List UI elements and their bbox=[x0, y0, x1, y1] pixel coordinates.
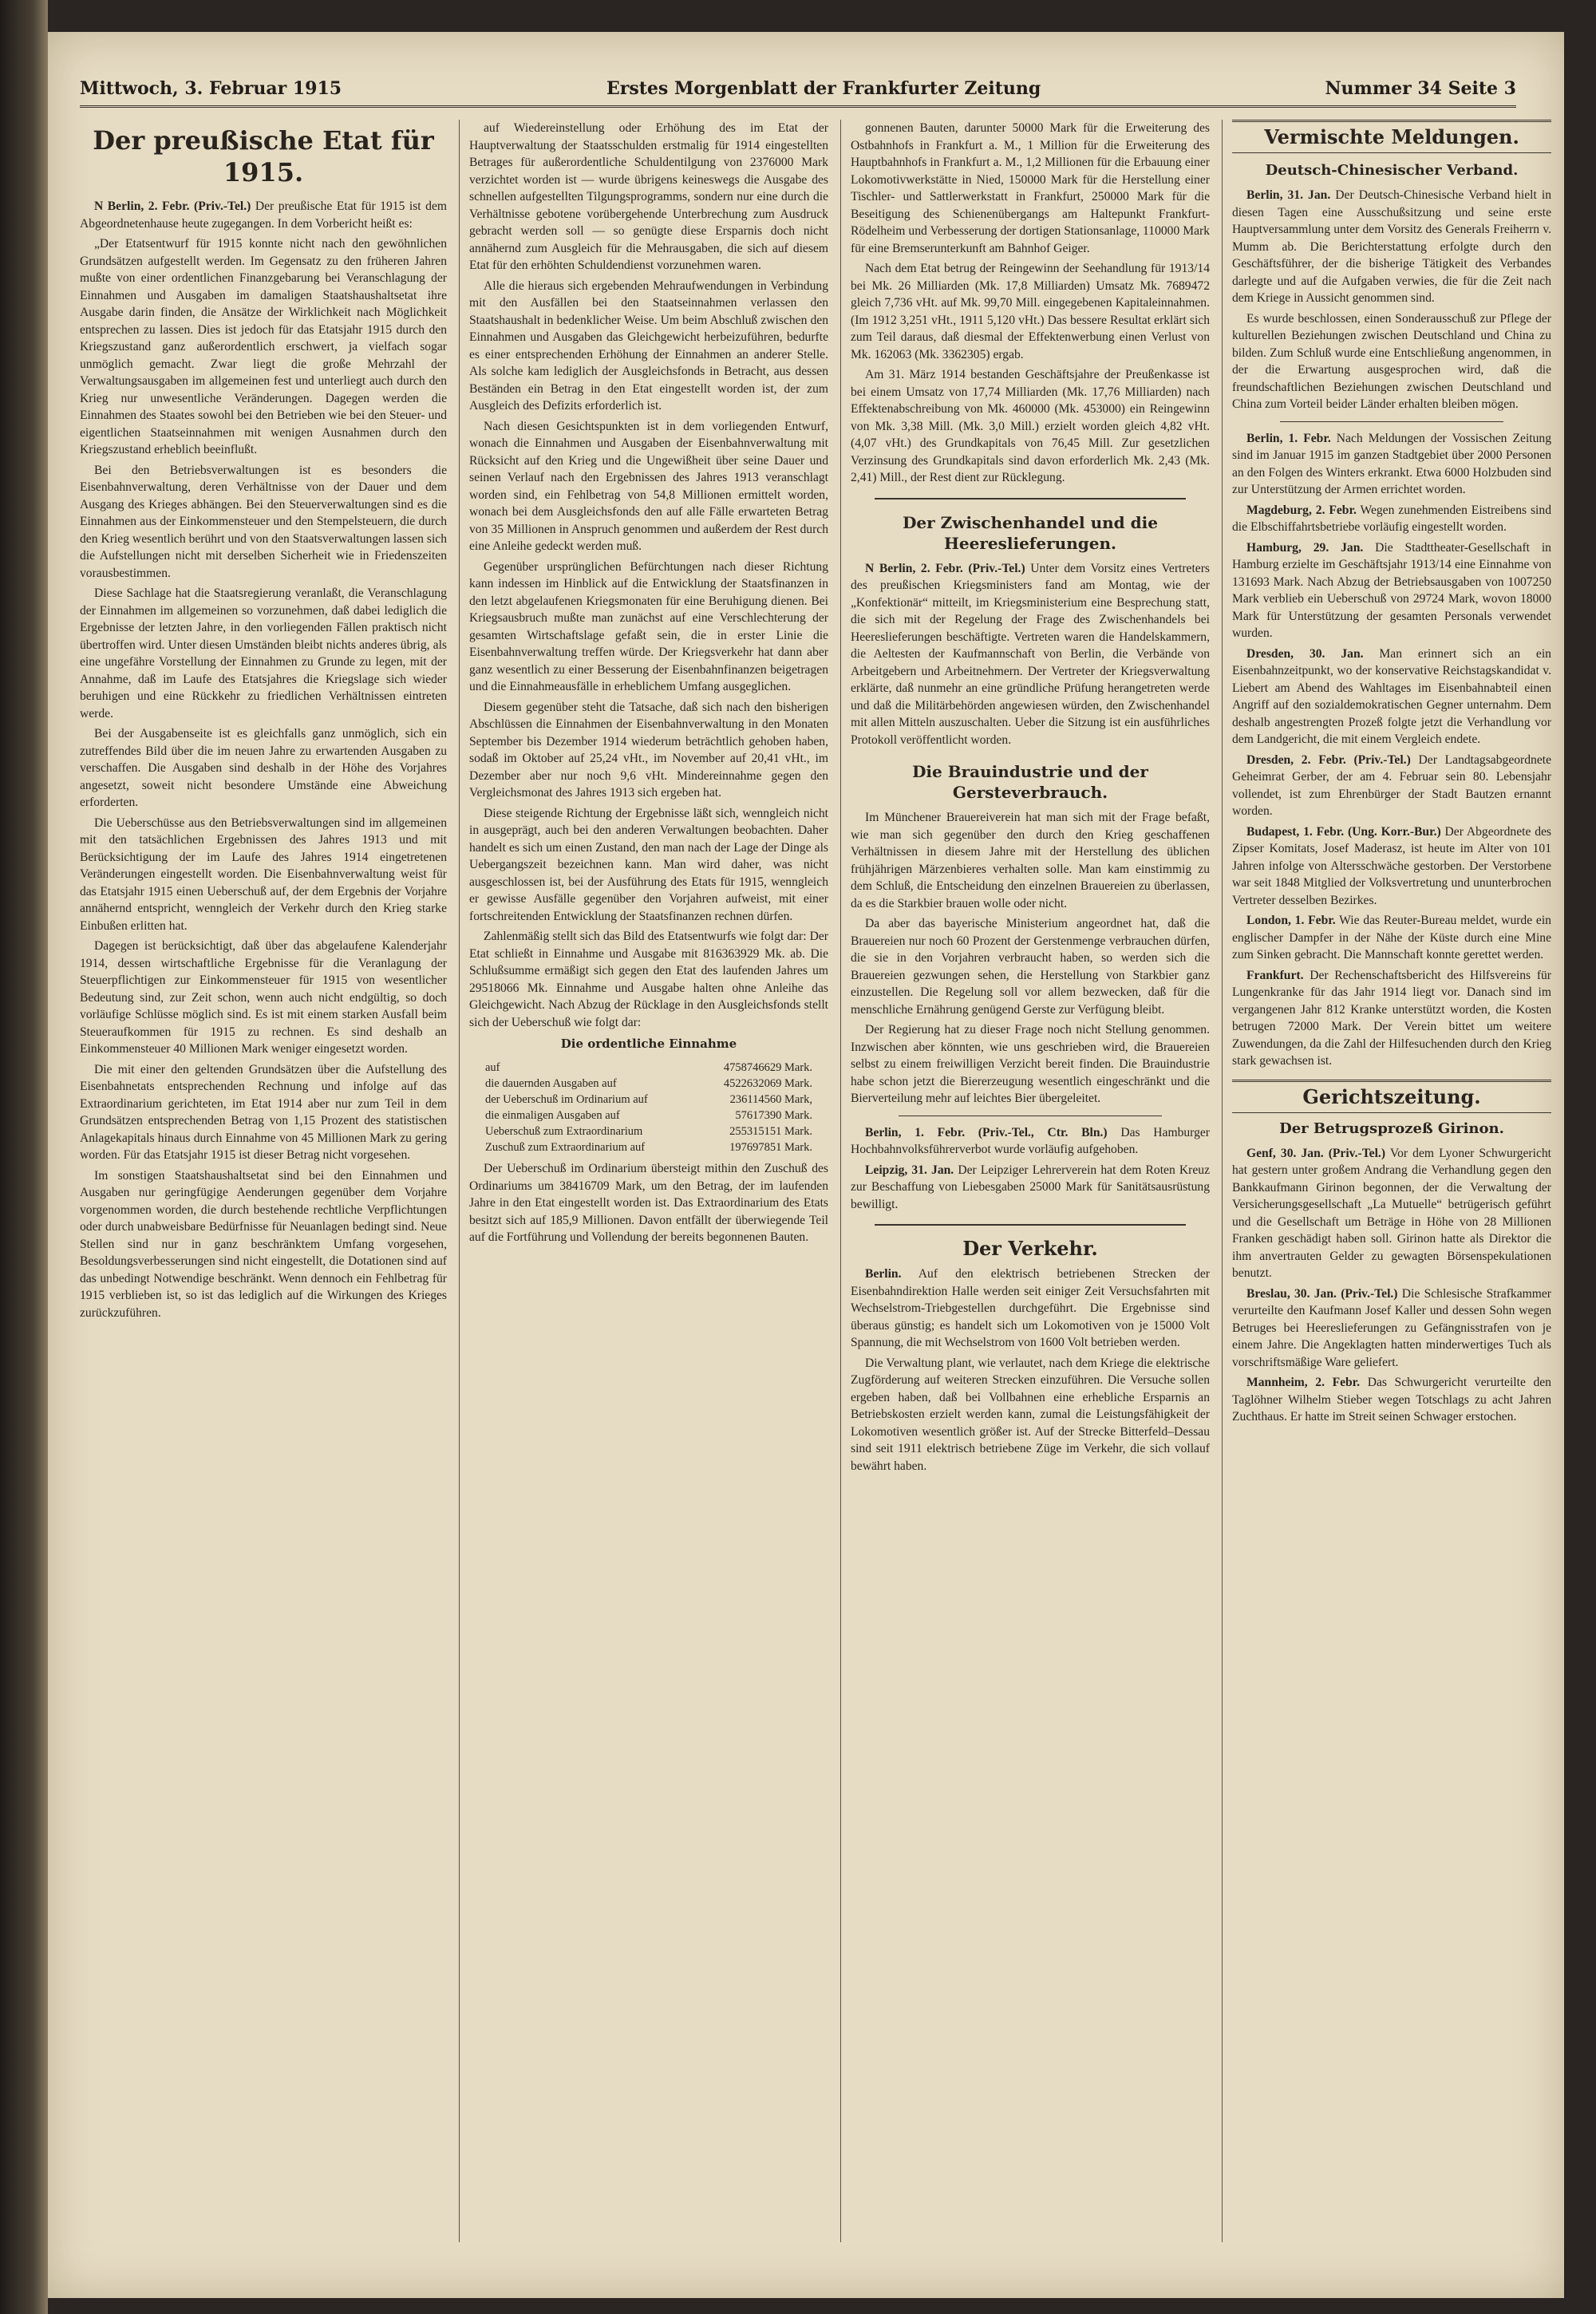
budget-table bbox=[485, 1060, 812, 1155]
section-header bbox=[1232, 120, 1551, 153]
paragraph: Diesem gegenüber steht die Tatsache, daß sich nach den bisherigen Abschlüssen die Einnahmen der Eisenbahnverwaltung in den Monaten September bis Dezember 1914 wiederum beträchtlich gehoben haben, sodaß im Oktober auf 25,24 vHt., im November auf 20,41 vHt., im Dezember aber nur noch 9,6 vHt. Mindereinnahme gegen den Vergleichsmonat des Jahres 1913 sich ergeben hat. bbox=[469, 700, 828, 800]
paragraph: Das Schwurgericht verurteilte den Taglöhner Wilhelm Stieber wegen Totschlags zu acht Jahren Zuchthaus. Er hatte im Streit seinen Schwager erstochen. bbox=[1232, 1376, 1551, 1424]
table-title: Die ordentliche Einnahme bbox=[560, 1037, 737, 1051]
article-intro: Der preußische Etat für 1915 ist dem Abgeordnetenhause heute zugegangen. In dem Vorbericht heißt es: bbox=[80, 199, 447, 231]
article-separator bbox=[875, 498, 1186, 500]
table-row: Zuschuß zum Extraordinarium auf 197697851 Mark. bbox=[485, 1141, 812, 1154]
paragraph: Diese steigende Richtung der Ergebnisse läßt sich, wenngleich nicht in ausgeprägt, auch bei den anderen Verwaltungen beobachten. Daher handelt es sich um einen Zustand, den man nach der Lage der Dinge als Uebergangszeit bezeichnen kann. Man wird daher, was nicht ausgeschlossen ist, bei der Ausführung des Etats für 1915, wenngleich er gewisse Ausfälle gegenüber den Vorjahren aufweist, mit einer fortschreitenden Entwicklung der Staatsfinanzen rechnen dürfen. bbox=[469, 806, 828, 923]
paragraph: Die Ueberschüsse aus den Betriebsverwaltungen sind im allgemeinen mit den tatsächlichen Ergebnissen des Jahres 1913 und mit Berücksichtigung der im Laufe des Jahres 1914 eingetretenen Veränderungen eingestellt worden. Die Eisenbahnverwaltung weist für das Etatsjahr 1915 einen Ueberschuß auf, der dem Ergebnis der Vorjahre annähernd entspricht, wenngleich der Verkehr durch den Krieg starke Einbußen erlitten hat. bbox=[80, 815, 447, 933]
paragraph: Es wurde beschlossen, einen Sonderausschuß zur Pflege der kulturellen Beziehungen zwischen Deutschland und China zu bilden. Zum Schluß wurde eine Entschließung angenommen, in der die Erwartung ausgesprochen wird, daß die freundschaftlichen Beziehungen zwischen Deutschland und China zum Vorteil beider Länder erhalten bleiben mögen. bbox=[1232, 311, 1551, 411]
column-3 bbox=[851, 120, 1210, 2242]
heading-gericht: Gerichtszeitung. bbox=[1302, 1084, 1481, 1108]
dateline: Berlin, 31. Jan. bbox=[1246, 188, 1331, 202]
dateline: N Berlin, 2. Febr. (Priv.-Tel.) bbox=[94, 199, 251, 213]
paragraph: Der Regierung hat zu dieser Frage noch nicht Stellung genommen. Inzwischen aber könnten, wie uns geschrieben wird, die Brauereien selbst zu einem freiwilligen Verzicht bereit finden. Die Brauindustrie habe schon jetzt die Biererzeugung wesentlich eingeschränkt und die Bierverteilung mehr auf leichtes Bier übergeleitet. bbox=[851, 1023, 1210, 1105]
dateline: N Berlin, 2. Febr. (Priv.-Tel.) bbox=[865, 561, 1025, 575]
dateline: Berlin. bbox=[865, 1267, 902, 1281]
paragraph: Die mit einer den geltenden Grundsätzen über die Aufstellung des Eisenbahnetats entsprechenden Rechnung und infolge auf das Extraordinarium gerichteten, im Etat 1914 aber nur zum Teil in dem Grundsätzen entsprechenden Betrag von 1,15 Prozent des statistischen Anlagekapitals hinaus durch Einnahme von 45 Millionen Mark zu gering worden. Für das Etatsjahr 1915 ist dieser Betrag nicht vorgesehen. bbox=[80, 1062, 447, 1162]
page-header bbox=[80, 73, 1516, 108]
paragraph: Diese Sachlage hat die Staatsregierung veranlaßt, die Veranschlagung der Einnahmen im allgemeinen so vorzunehmen, daß dabei lediglich die Ergebnisse der letzten Jahre, in den vorliegenden Fällen praktisch nicht übertroffen wird. Unter diesen Umständen bleibt nichts anderes übrig, als eine ungefähre Vorstellung der Einnahmen zu Grunde zu legen, mit der Annahme, daß im Laufe des Etatsjahres die Kriegslage sich wieder beruhigen und eine Rückkehr zu friedlichen Verhältnissen eintreten werde. bbox=[80, 586, 447, 721]
paragraph: Vor dem Lyoner Schwurgericht hat gestern unter großem Andrang die Verhandlung gegen den Bankkaufmann Girinon begonnen, der die Verwaltung der Versicherungsgesellschaft „La Mutuelle“ betrügerisch geführt und die Gesellschaft um Beträge in Höhe von 28 Millionen Franken geschädigt haben soll. Girinon hatte als Direktor die ihm anvertrauten Gelder zu gewagten Börsenspekulationen benutzt. bbox=[1232, 1146, 1551, 1280]
paragraph: Die Schlesische Strafkammer verurteilte den Kaufmann Josef Kaller und dessen Sohn wegen Betruges bei Heereslieferungen zu Gefängnisstrafen von je einem Jahre. Die Angeklagten hatten minderwertiges Tuch als vorschriftsmäßige Ware geliefert. bbox=[1232, 1286, 1551, 1369]
paragraph: auf Wiedereinstellung oder Erhöhung des im Etat der Hauptverwaltung der Staatsschulden erstmalig für 1914 eingestellten Betrages für außerordentliche Schuldentilgung von 2376000 Mark verzichtet worden ist — wurde übrigens keineswegs die Ausgabe des schnellen aufgestellten Tilgungsprogramms, sondern nur eine durch die Verhältnisse gebotene vorübergehende Unterbrechung zum Ausdruck gebracht werden soll — so genügte diese Ersparnis doch nicht annähernd zum Ausgleich für die Mehrausgaben, die sich auf diesem Etat für den erhöhten Schuldendienst vorzunehmen waren. bbox=[469, 121, 828, 272]
paragraph: Das Hamburger Hochbahnvolksführerverbot wurde vorläufig aufgehoben. bbox=[851, 1125, 1210, 1156]
paragraph: Bei der Ausgabenseite ist es gleichfalls ganz unmöglich, sich ein zutreffendes Bild über die im neuen Jahre zu erwartenden Ausgaben zu verschaffen. Die Ausgaben sind deshalb in der Höhe des Vorjahres angesetzt, soweit nicht besondere Umstände eine Abweichung erforderten. bbox=[80, 727, 447, 809]
table-row: Ueberschuß zum Extraordinarium 255315151 Mark. bbox=[485, 1125, 812, 1138]
heading-verkehr: Der Verkehr. bbox=[962, 1237, 1098, 1260]
paragraph: Dagegen ist berücksichtigt, daß über das abgelaufene Kalenderjahr 1914, dessen wirtschaftliche Ergebnisse für die Veranlagung der Steuerpflichtigen zur Einkommensteuer für 1915 von wesentlicher Bedeutung sind, zur Zeit schon, wenn auch nicht endgültig, so doch vorläufige Schlüsse möglich sind. Es ist mit einem starken Ausfall beim Steueraufkommen für 1915 zu rechnen. Es sind deshalb an Einkommensteuer 40 Millionen Mark weniger eingesetzt worden. bbox=[80, 939, 447, 1056]
news-item: Der Landtagsabgeordnete Geheimrat Gerber, der am 4. Februar sein 80. Lebensjahr vollendet, ist zum Ehrenbürger der Stadt Bautzen ernannt worden. bbox=[1232, 752, 1551, 818]
table-row: auf 4758746629 Mark. bbox=[485, 1061, 812, 1074]
header-date: Mittwoch, 3. Februar 1915 bbox=[80, 78, 342, 99]
article-separator bbox=[875, 1224, 1186, 1226]
table-row: die dauernden Ausgaben auf 4522632069 Mark. bbox=[485, 1077, 812, 1090]
column-2 bbox=[469, 120, 828, 2242]
paragraph: Am 31. März 1914 bestanden Geschäftsjahre der Preußenkasse ist bei einem Umsatz von 17,74 Milliarden (Mk. 17,76 Milliarden) nach Effektenabschreibung von Mk. 460000 (Mk. 453000) ein Reingewinn von Mk. 3,38 Mill. (Mk. 3,0 Mill.) erzielt worden gleich 4,82 vHt. (4,07 vHt.) des Grundkapitals von 76,45 Mill. Zur gesetzlichen Verzinsung des Grundkapitals sind davon erforderlich Mk. 2,43 (Mk. 2,41) Mill., der Rest dient zur Rücklegung. bbox=[851, 368, 1210, 484]
paragraph: Im sonstigen Staatshaushaltsetat sind bei den Einnahmen und Ausgaben nur geringfügige Aenderungen gegenüber dem Vorjahre vorgenommen worden, die durch bestehende rechtliche Verpflichtungen oder durch unabweisbare Bedürfnisse für Neuanlagen bedingt sind. Neue Stellen sind nur in ganz beschränktem Umfang vorgesehen, Besoldungsverbesserungen sind nicht eingestellt, die Dotationen sind auf das unbedingt Notwendige beschränkt. Wenn dennoch ein Fehlbetrag für 1915 verblieben ist, so ist das lediglich auf die Wirkungen des Krieges zurückzuführen. bbox=[80, 1168, 447, 1320]
table-row: die einmaligen Ausgaben auf 57617390 Mark. bbox=[485, 1109, 812, 1122]
paragraph: Da aber das bayerische Ministerium angeordnet hat, daß die Brauereien nur noch 60 Prozent der Gerstenmenge verbrauchen dürfen, die sie in den Vorjahren verbraucht haben, so werden sich die Brauereien gezwungen sehen, die Herstellung von Starkbier ganz einzustellen. Die Regelung soll vor allem bezwecken, daß für die menschliche Ernährung genügend Gerste zur Verfügung bleibt. bbox=[851, 917, 1210, 1017]
section-header bbox=[1232, 1080, 1551, 1113]
paragraph: Bei den Betriebsverwaltungen ist es besonders die Eisenbahnverwaltung, deren Verhältnisse von der Dauer und dem Ausgang des Krieges abhängen. Bei den Steuerverwaltungen sind es die Einnahmen aus der Einkommensteuer und den Stempelsteuern, die durch den Krieg wesentlich berührt und von den Staatsverwaltungen lassen sich die Aufstellungen nicht mit derselben Sicherheit wie in Friedenszeiten vorausbestimmen. bbox=[80, 463, 447, 580]
paragraph: Der Leipziger Lehrerverein hat dem Roten Kreuz zur Beschaffung von Liebesgaben 25000 Mark für Sanitätsausrüstung bewilligt. bbox=[851, 1163, 1210, 1211]
news-item: Nach Meldungen der Vossischen Zeitung sind im Januar 1915 im ganzen Stadtgebiet über 2000 Personen an den Folgen des Winters erkrankt. Etwa 6000 Holzbuden sind zur Unterstützung der Armen errichtet worden. bbox=[1232, 431, 1551, 496]
book-binding bbox=[0, 0, 48, 2314]
article-title-etat: Der preußische Etat für 1915. bbox=[93, 125, 434, 188]
paragraph: Alle die hieraus sich ergebenden Mehraufwendungen in Verbindung mit den Ausfällen bei den Staatseinnahmen verlassen den Staatshaushalt in bedenklicher Weise. Um beim Abschluß zwischen den Einnahmen und Ausgaben das Gleichgewicht herbeizuführen, bedurfte es einer entsprechenden Erhöhung der Einnahmen an anderer Stelle. Als solche kam lediglich der Ausgleichsfonds in Betracht, aus dessen Beständen ein Betrag in den Etat eingestellt worden ist, der zum Ausgleich des Defizits erforderlich ist. bbox=[469, 278, 828, 413]
dateline: Berlin, 1. Febr. (Priv.-Tel., Ctr. Bln.) bbox=[865, 1125, 1108, 1139]
dateline: Leipzig, 31. Jan. bbox=[865, 1163, 954, 1177]
column-rule bbox=[459, 120, 460, 2242]
column-1 bbox=[80, 120, 447, 2242]
heading-brauindustrie: Die Brauindustrie und der Gersteverbrauch. bbox=[912, 762, 1148, 802]
news-item: Wie das Reuter-Bureau meldet, wurde ein englischer Dampfer in der Nähe der Küste durch eine Mine zum Sinken gebracht. Die Mannschaft konnte gerettet werden. bbox=[1232, 914, 1551, 962]
paragraph: Nach dem Etat betrug der Reingewinn der Seehandlung für 1913/14 bei Mk. 26 Milliarden (Mk. 17,8 Milliarden) Umsatz Mk. 7689472 gleich 7,736 vHt. auf Mk. 99,70 Mill. eingegebenen Kapitaleinnahmen. (Im 1912 3,251 vHt., 1911 5,120 vHt.) Das bessere Resultat erklärt sich zum Teil daraus, daß diesmal der Effektenwerbung einen Verlust von Mk. 162063 (Mk. 3362305) ergab. bbox=[851, 262, 1210, 361]
news-item: Der Abgeordnete des Zipser Komitats, Josef Maderasz, ist heute im Alter von 101 Jahren infolge von Altersschwäche gestorben. Der Verstorbene war seit 1848 Mitglied der Volksvertretung und ununterbrochen Vertreter desselben Bezirkes. bbox=[1232, 824, 1551, 907]
news-item: Der Rechenschaftsbericht des Hilfsvereins für Lungenkranke für das Jahr 1914 liegt vor. Danach sind im vergangenen Jahr 812 Kranke unterstützt worden, die Kosten betrugen 72000 Mark. Der Verein bittet um weitere Zuwendungen, da die Zahl der Hilfesuchenden durch den Krieg stark gewachsen ist. bbox=[1232, 968, 1551, 1068]
heading-prozess: Der Betrugsprozeß Girinon. bbox=[1279, 1119, 1504, 1137]
column-rule bbox=[1222, 120, 1223, 2242]
table-row: der Ueberschuß im Ordinarium auf 236114560 Mark, bbox=[485, 1093, 812, 1106]
paragraph: Nach diesen Gesichtspunkten ist in dem vorliegenden Entwurf, wonach die Einnahmen und Ausgaben der Eisenbahnverwaltung mit Rücksicht auf den Krieg und die Ungewißheit über seine Dauer und seinen Verlauf nach den Ergebnissen des Jahres 1913 veranschlagt worden sind, ein Fehlbetrag von 54,8 Millionen ermittelt worden, wonach bei dem Ausgleichsfonds den auf alle Fälle erwarteten Betrag von 35 Millionen in Anspruch genommen und außerdem der Rest durch eine Anleihe gedeckt werden muß. bbox=[469, 419, 828, 553]
dateline: Breslau, 30. Jan. (Priv.-Tel.) bbox=[1246, 1286, 1398, 1301]
news-item: Man erinnert sich an ein Eisenbahnzeitpunkt, wo der konservative Reichstagskandidat v. Liebert am Abend des Wahltages im Eisenbahnabteil einen Angriff auf den sozialdemokratischen Gegner unternahm. Dem deshalb angestrengten Prozeß folgte jetzt die Verhandlung vor dem Landgericht, die mit einem Vergleich endete. bbox=[1232, 646, 1551, 746]
heading-vermischte: Vermischte Meldungen. bbox=[1264, 125, 1519, 148]
header-page-number: Nummer 34 Seite 3 bbox=[1325, 78, 1516, 99]
paragraph: Der Deutsch-Chinesische Verband hielt in diesen Tagen eine Ausschußsitzung und seine erste Hauptversammlung unter dem Vorsitz des Generals Freiherrn v. Mumm ab. Die Berichterstattung erfolgte durch den Geschäftsführer, der die bisherige Tätigkeit des Verbandes darlegte und auf die Aufgaben verwies, die für die Zeit nach dem Kriege in Aussicht genommen sind. bbox=[1232, 188, 1551, 305]
paragraph: Der Ueberschuß im Ordinarium übersteigt mithin den Zuschuß des Ordinariums um 38416709 Mark, um den Betrag, der im laufenden Jahre in den Etat eingestellt worden ist. Das Extraordinarium des Etats besitzt sich auf 185,9 Millionen. Davon entfällt der überwiegende Teil auf die Fortführung und Vollendung der bereits begonnenen Bauten. bbox=[469, 1162, 828, 1244]
paragraph: Unter dem Vorsitz eines Vertreters des preußischen Kriegsministers fand am Montag, wie der „Konfektionär“ mitteilt, im Kriegsministerium eine Besprechung statt, die sich mit der Regelung der Frage des Zwischenhandels bei Heereslieferungen beschäftigte. Vertreten waren die Handelskammern, die Aeltesten der Kaufmannschaft von Berlin, die Verbände von Arbeitgebern und Arbeitnehmern. Der Vertreter der Kriegsverwaltung erklärte, daß nunmehr an eine gründliche Prüfung herangetreten werde und daß die Militärbehörden angewiesen würden, den Zwischenhandel mit allen Mitteln auszuschalten. Ueber die Sitzung ist ein ausführliches Protokoll veröffentlicht worden. bbox=[851, 561, 1210, 747]
column-rule bbox=[840, 120, 841, 2242]
paragraph: Die Verwaltung plant, wie verlautet, nach dem Kriege die elektrische Zugförderung auf weiteren Strecken einzuführen. Die Versuche sollen ergeben haben, daß bei Vollbahnen eine erhebliche Ersparnis an Betriebskosten erzielt werden kann, zumal die Leistungsfähigkeit der Lokomotiven wesentlich größer ist. Auf der Strecke Bitterfeld–Dessau sind seit 1911 elektrisch betriebene Züge im Verkehr, die sich vollauf bewährt haben. bbox=[851, 1356, 1210, 1473]
paragraph: gonnenen Bauten, darunter 50000 Mark für die Erweiterung des Ostbahnhofs in Frankfurt a. M., 1 Million für die Erweiterung des Hauptbahnhofs in Frankfurt a. M., 1,2 Millionen für die Erbauung einer Lokomotivwerkstätte in Nied, 150000 Mark für die Herstellung einer Tischler- und Sattlerwerkstatt in Frankfurt, 250000 Mark für die Beseitigung des Schienenübergangs am Haltepunkt Frankfurt-Rödelheim und Verbesserung der dortigen Stationsanlage, 110000 Mark für eine Bremserunterkunft am Bahnhof Geiger. bbox=[851, 121, 1210, 255]
news-item: Wegen zunehmenden Eistreibens sind die Elbschiffahrtsbetriebe vorläufig eingestellt worden. bbox=[1232, 503, 1551, 534]
heading-zwischenhandel: Der Zwischenhandel und die Heereslieferungen. bbox=[903, 512, 1158, 553]
header-edition: Erstes Morgenblatt der Frankfurter Zeitung bbox=[606, 78, 1041, 99]
paragraph: Auf den elektrisch betriebenen Strecken der Eisenbahndirektion Halle werden seit einiger Zeit Versuchsfahrten mit Wechselstrom-Triebgestellen durchgeführt. Die Ergebnisse sind überaus günstig; es handelt sich um Lokomotiven von je 15000 Volt Spannung, die mit Wechselstrom von 1600 Volt betrieben werden. bbox=[851, 1267, 1210, 1349]
dateline: Mannheim, 2. Febr. bbox=[1246, 1376, 1361, 1389]
paragraph: Im Münchener Brauereiverein hat man sich mit der Frage befaßt, wie man sich gegenüber den durch den Krieg geschaffenen Verhältnissen in diesem Jahre mit der Herstellung des üblichen frühjährigen Märzenbieres verhalten solle. Man kam einstimmig zu dem Schluß, die Entscheidung den einzelnen Brauereien zu überlassen, da es die Starkbier brauen wolle oder nicht. bbox=[851, 811, 1210, 910]
paragraph: Gegenüber ursprünglichen Befürchtungen nach dieser Richtung kann indessen im Hinblick auf die Entwicklung der Staatsfinanzen in den letzt abgelaufenen Kriegsmonaten für eine Beruhigung dienen. Bei Kriegsausbruch mußte man zunächst auf eine Verschlechterung der gesamten Wirtschaftslage gefaßt sein, die in erster Linie die Eisenbahnverwaltung treffen würde. Der Kriegsverkehr hat dann aber ganz wesentlich zu einer Besserung der Eisenbahnfinanzen beigetragen und die Einnahmeausfälle in erheblichem Umfang ausgeglichen. bbox=[469, 559, 828, 693]
news-item: Die Stadttheater-Gesellschaft in Hamburg erzielte im Geschäftsjahr 1913/14 eine Einnahme von 131693 Mark. Nach Abzug der Betriebsausgaben von 1007250 Mark verblieb ein Ueberschuß von 29724 Mark, wovon 18000 Mark für Unterstützung der gesamten Personals verwendet wurden. bbox=[1232, 540, 1551, 640]
heading-verband: Deutsch-Chinesischer Verband. bbox=[1265, 162, 1519, 179]
paragraph: „Der Etatsentwurf für 1915 konnte nicht nach den gewöhnlichen Grundsätzen aufgestellt werden. Im Gegensatz zu den früheren Jahren mußte von einer ordentlichen Finanzgebarung bei Veranschlagung der Einnahmen und Ausgaben im damaligen Staatshaushaltsetat ihre Ausgabe darin finden, die Ansätze der Wirklichkeit nach Möglichkeit entsprechen zu lassen. Dies ist jedoch für das Etatsjahr 1915 durch den Kriegszustand ganz außerordentlich erschwert, ja vielfach sogar unmöglich gemacht. Zwar liegt die große Mehrzahl der Verwaltungsausgaben im allgemeinen fest und unterliegt auch durch den Krieg nur unwesentliche Veränderungen. Dagegen werden die Einnahmen des Staates sowohl bei den Betrieben wie bei den Steuer- und eigentlichen Staatseinnahmen mit wenigen Ausnahmen durch den Kriegszustand erheblich beeinflußt. bbox=[80, 237, 447, 456]
separator bbox=[1280, 421, 1503, 422]
paragraph: Zahlenmäßig stellt sich das Bild des Etatsentwurfs wie folgt dar: Der Etat schließt in Einnahme und Ausgabe mit 816363929 Mk. ab. Die Schlußsumme ermäßigt sich gegen den Etat des laufenden Jahres um 29518066 Mk. Einnahme und Ausgabe halten ohne Anleihe das Gleichgewicht. Nach Abzug der Rücklage in den Ausgleichsfonds stellt sich der Ueberschuß wie folgt dar: bbox=[469, 930, 828, 1029]
dateline: Genf, 30. Jan. (Priv.-Tel.) bbox=[1246, 1146, 1386, 1160]
column-4: Vermischte Meldungen. Deutsch-Chinesischer Verband. Berlin, 31. Jan. Der Deutsch-Chinesische Verband hielt in diesen Tagen eine Ausschußsitzung und seine erste Hauptversammlung unter dem Vorsitz des Generals Freiherrn v. Mumm ab. Die Berichterstattung erfolgte durch den Geschäftsführer, der die bisherige Tätigkeit des Verbandes darlegte und auf die Aufgaben verwies, die für die Zeit nach dem Kriege in Aussicht genommen sind. Es wurde beschlossen, einen Sonderausschuß zur Pflege der kulturellen Beziehungen zwischen Deutschland und China zu bilden. Zum Schluß wurde eine Entschließung angenommen, in der die Erwartung ausgesprochen wird, daß die freundschaftlichen Beziehungen zwischen Deutschland und China zum Vorteil beider Länder erhalten bleiben mögen. Berlin, 1. Febr. Nach Meldungen der Vossischen Zeitung sind im Januar 1915 im ganzen Stadtgebiet über 2000 Personen an den Folgen des Winters erkrankt. Etwa 6000 Holzbuden sind zur Unterstützung der Armen errichtet worden. Magdeburg, 2. Febr. Wegen zunehmenden Eistreibens sind die Elbschiffahrtsbetriebe vorläufig eingestellt worden. Hamburg, 29. Jan. Die Stadttheater-Gesellschaft in Hamburg erzielte im Geschäftsjahr 1913/14 eine Einnahme von 131693 Mark. Nach Abzug der Betriebsausgaben von 1007250 Mark verblieb ein Ueberschuß von 29724 Mark, wovon 18000 Mark für Unterstützung der gesamten Personals verwendet wurden. Dresden, 30. Jan. Man erinnert sich an ein Eisenbahnzeitpunkt, wo der konservative Reichstagskandidat v. Liebert am Abend des Wahltages im Eisenbahnabteil einen Angriff auf den sozialdemokratischen Gegner unternahm. Dem deshalb angestrengten Prozeß folgte jetzt die Verhandlung vor dem Landgericht, die mit einem Vergleich endete. Dresden, 2. Febr. (Priv.-Tel.) Der Landtagsabgeordnete Geheimrat Gerber, der am 4. Februar sein 80. Lebensjahr vollendet, ist zum Ehrenbürger der Stadt Bautzen ernannt worden. Budapest, 1. Febr. (Ung. Korr.-Bur.) Der Abgeordnete des Zipser Komitats, Josef Maderasz, ist heute im Alter von 101 Jahren infolge von Altersschwäche gestorben. Der Verstorbene war seit 1848 Mitglied der Volksvertretung und ununterbrochen Vertreter desselben Bezirkes. London, 1. Febr. Wie das Reuter-Bureau meldet, wurde ein englischer Dampfer in der Nähe der Küste durch eine Mine zum Sinken gebracht. Die Mannschaft konnte gerettet werden. Frankfurt. Der Rechenschaftsbericht des Hilfsvereins für Lungenkranke für das Jahr 1914 liegt vor. Danach sind im vergangenen Jahr 812 Kranke unterstützt worden, die Kosten betrugen 72000 Mark. Der Verein bittet um weitere Zuwendungen, da die Zahl der Hilfesuchenden durch den Krieg stark gewachsen ist. Gerichtszeitung. Der Betrugsprozeß Girinon. Genf, 30. Jan. (Priv.-Tel.) Vor dem Lyoner Schwurgericht hat gestern unter großem Andrang die Verhandlung gegen den Bankkaufmann Girinon begonnen, der die Verwaltung der Versicherungsgesellschaft „La Mutuelle“ betrügerisch geführt und die Gesellschaft um Beträge in Höhe von 28 Millionen Franken geschädigt haben soll. Girinon hatte als Direktor die ihm anvertrauten Gelder zu gewagten Börsenspekulationen benutzt. Breslau, 30. Jan. (Priv.-Tel.) Die Schlesische Strafkammer verurteilte den Kaufmann Josef Kaller und dessen Sohn wegen Betruges bei Heereslieferungen zu Gefängnisstrafen von je einem Jahre. Die Angeklagten hatten minderwertiges Tuch als vorschriftsmäßige Ware geliefert. Mannheim, 2. Febr. Das Schwurgericht verurteilte den Taglöhner Wilhelm Stieber wegen Totschlags zu acht Jahren Zuchthaus. Er hatte im Streit seinen Schwager erstochen. bbox=[1232, 120, 1551, 2242]
